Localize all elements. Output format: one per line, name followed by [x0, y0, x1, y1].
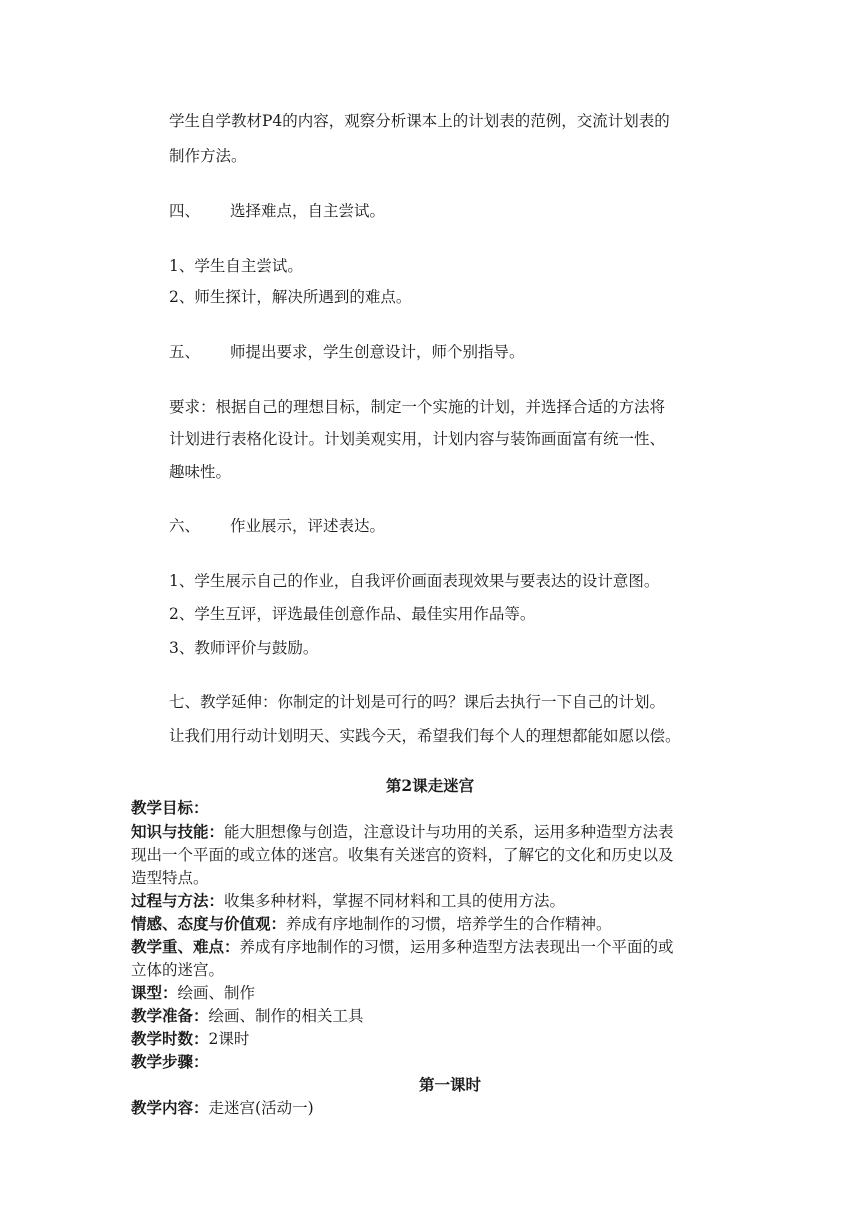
process-text: 收集多种材料，掌握不同材料和工具的使用方法。 — [224, 892, 566, 910]
type-label: 课型： — [131, 983, 178, 1002]
requirement-line: 趣味性。 — [169, 463, 232, 481]
heading-text: 作业展示，评述表达。 — [230, 517, 386, 535]
key-line: 立体的迷宫。 — [131, 961, 225, 979]
para-line: 制作方法。 — [169, 147, 247, 165]
emotion-text: 养成有序地制作的习惯，培养学生的合作精神。 — [286, 915, 612, 933]
para-line: 让我们用行动计划明天、实践今天，希望我们每个人的理想都能如愿以偿。 — [169, 727, 681, 745]
prep-line — [131, 1006, 364, 1026]
list-item: 3、教师评价与鼓励。 — [169, 639, 319, 657]
list-item: 2、学生互评，评选最佳创意作品、最佳实用作品等。 — [169, 605, 536, 623]
knowledge-text: 能大胆想像与创造，注意设计与功用的关系，运用多种造型方法表 — [224, 823, 674, 841]
prep-label: 教学准备： — [131, 1006, 209, 1025]
heading-step-4 — [169, 201, 385, 221]
knowledge-line: 造型特点。 — [131, 869, 209, 887]
key-text: 养成有序地制作的习惯，运用多种造型方法表现出一个平面的或 — [239, 938, 674, 956]
emotion-label: 情感、态度与价值观： — [131, 914, 287, 933]
type-text: 绘画、制作 — [177, 984, 256, 1002]
prep-text: 绘画、制作的相关工具 — [208, 1007, 364, 1025]
lesson-title: 第2课走迷宫 — [385, 776, 475, 795]
emotion-line — [131, 914, 612, 934]
period-title: 第一课时 — [418, 1075, 481, 1094]
key-label: 教学重、难点： — [131, 937, 240, 956]
heading-step-6 — [169, 516, 385, 536]
key-line — [131, 937, 674, 957]
content-line — [131, 1098, 314, 1118]
type-line — [131, 983, 255, 1003]
heading-step-7: 七、教学延伸：你制定的计划是可行的吗？课后去执行一下自己的计划。 — [169, 693, 666, 711]
list-item: 1、学生展示自己的作业，自我评价画面表现效果与要表达的设计意图。 — [169, 572, 660, 590]
content-label: 教学内容： — [131, 1098, 209, 1117]
para-line: 学生自学教材P4的内容，观察分析课本上的计划表的范例，交流计划表的 — [169, 112, 670, 130]
hours-label: 教学时数： — [131, 1029, 209, 1048]
heading-number: 五、 — [169, 343, 201, 361]
process-line — [131, 891, 565, 911]
heading-text: 选择难点，自主尝试。 — [230, 202, 386, 220]
knowledge-label: 知识与技能： — [131, 822, 225, 841]
steps-label: 教学步骤： — [131, 1052, 209, 1071]
requirement-line: 要求：根据自己的理想目标，制定一个实施的计划，并选择合适的方法将 — [169, 398, 666, 416]
list-item: 1、学生自主尝试。 — [169, 257, 303, 275]
content-text: 走迷宫(活动一) — [208, 1099, 314, 1117]
hours-text: 2课时 — [208, 1030, 250, 1048]
heading-number: 六、 — [169, 517, 201, 535]
requirement-line: 计划进行表格化设计。计划美观实用，计划内容与装饰画面富有统一性、 — [169, 430, 666, 448]
list-item: 2、师生探计，解决所遇到的难点。 — [169, 288, 412, 306]
process-label: 过程与方法： — [131, 891, 225, 910]
knowledge-line — [131, 822, 674, 842]
hours-line — [131, 1029, 249, 1049]
heading-number: 四、 — [169, 202, 201, 220]
heading-text: 师提出要求，学生创意设计，师个别指导。 — [230, 343, 525, 361]
knowledge-line: 现出一个平面的或立体的迷宫。收集有关迷宫的资料，了解它的文化和历史以及 — [131, 846, 674, 864]
goal-label: 教学目标： — [131, 798, 209, 817]
heading-step-5 — [169, 342, 525, 362]
